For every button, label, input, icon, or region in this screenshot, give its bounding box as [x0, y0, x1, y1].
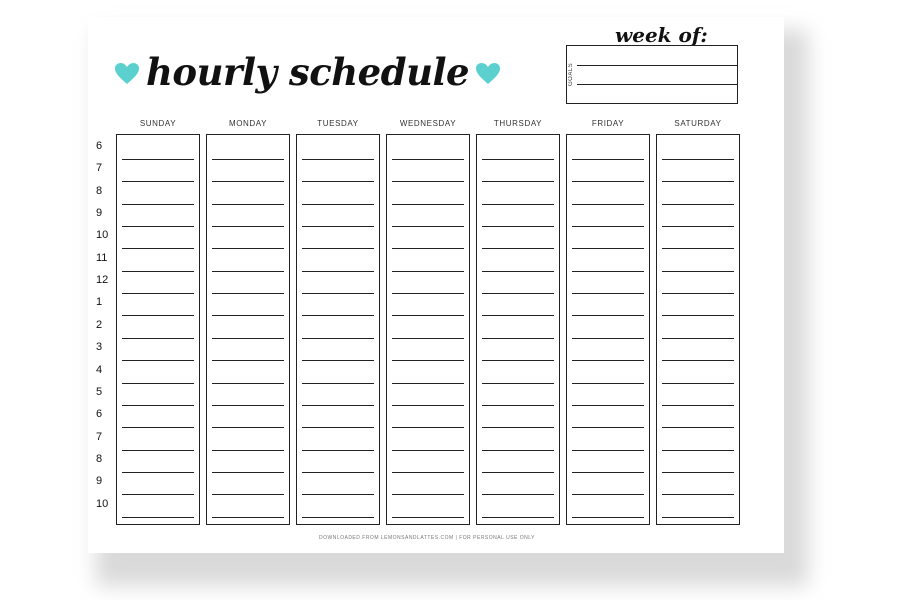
- hour-slot-line[interactable]: [122, 338, 194, 339]
- day-header-sunday: SUNDAY: [139, 119, 177, 128]
- hour-slot-line[interactable]: [122, 204, 194, 205]
- hour-slot-line[interactable]: [482, 315, 554, 316]
- hour-slot-line[interactable]: [122, 315, 194, 316]
- day-header-thursday: THURSDAY: [493, 119, 543, 128]
- hour-label: 6: [96, 140, 103, 152]
- goals-label: GOALS: [568, 62, 574, 86]
- hour-slot-line[interactable]: [662, 248, 734, 249]
- hour-slot-line[interactable]: [572, 159, 644, 160]
- hour-slot-line[interactable]: [662, 226, 734, 227]
- hour-slot-line[interactable]: [392, 271, 464, 272]
- hour-slot-line[interactable]: [122, 450, 194, 451]
- hour-slot-line[interactable]: [212, 472, 284, 473]
- hour-slot-line[interactable]: [572, 450, 644, 451]
- day-header-monday: MONDAY: [228, 119, 268, 128]
- hour-slot-line[interactable]: [392, 472, 464, 473]
- hour-slot-line[interactable]: [302, 360, 374, 361]
- hour-slot-line[interactable]: [122, 405, 194, 406]
- hour-slot-line[interactable]: [302, 450, 374, 451]
- hour-label: 4: [96, 364, 103, 376]
- hour-slot-line[interactable]: [572, 494, 644, 495]
- hour-slot-line[interactable]: [122, 293, 194, 294]
- hour-slot-line[interactable]: [572, 517, 644, 518]
- goals-box[interactable]: [566, 45, 738, 104]
- hour-slot-line[interactable]: [302, 226, 374, 227]
- hour-slot-line[interactable]: [392, 293, 464, 294]
- title-block: [114, 46, 501, 102]
- hour-label: 2: [96, 319, 103, 331]
- hour-slot-line[interactable]: [482, 226, 554, 227]
- hour-slot-line[interactable]: [122, 383, 194, 384]
- hour-slot-line[interactable]: [662, 383, 734, 384]
- hour-slot-line[interactable]: [212, 271, 284, 272]
- hour-label: 6: [96, 408, 103, 420]
- hour-slot-line[interactable]: [482, 338, 554, 339]
- day-header-tuesday: TUESDAY: [317, 119, 359, 128]
- day-column-saturday[interactable]: [656, 134, 740, 525]
- hour-slot-line[interactable]: [572, 226, 644, 227]
- hour-slot-line[interactable]: [482, 472, 554, 473]
- hour-slot-line[interactable]: [122, 517, 194, 518]
- hour-slot-line[interactable]: [662, 472, 734, 473]
- hour-slot-line[interactable]: [122, 181, 194, 182]
- hour-slot-line[interactable]: [662, 338, 734, 339]
- hour-slot-line[interactable]: [212, 338, 284, 339]
- hour-label: 7: [96, 162, 103, 174]
- hour-slot-line[interactable]: [392, 204, 464, 205]
- hour-slot-line[interactable]: [302, 517, 374, 518]
- hour-slot-line[interactable]: [302, 383, 374, 384]
- hour-slot-line[interactable]: [572, 204, 644, 205]
- hour-slot-line[interactable]: [482, 494, 554, 495]
- hour-slot-line[interactable]: [212, 427, 284, 428]
- day-column-wednesday[interactable]: [386, 134, 470, 525]
- hour-slot-line[interactable]: [212, 315, 284, 316]
- hour-slot-line[interactable]: [302, 293, 374, 294]
- week-of-label: week of:: [615, 23, 708, 47]
- hour-slot-line[interactable]: [392, 450, 464, 451]
- hour-slot-line[interactable]: [662, 293, 734, 294]
- hour-slot-line[interactable]: [662, 517, 734, 518]
- hour-label: 10: [96, 498, 109, 510]
- hour-label: 8: [96, 453, 103, 465]
- day-header-saturday: SATURDAY: [674, 119, 722, 128]
- hour-slot-line[interactable]: [572, 181, 644, 182]
- hour-slot-line[interactable]: [572, 472, 644, 473]
- day-header-friday: FRIDAY: [591, 119, 625, 128]
- hour-slot-line[interactable]: [572, 383, 644, 384]
- hour-label: 9: [96, 475, 103, 487]
- hour-slot-line[interactable]: [482, 293, 554, 294]
- hour-slot-line[interactable]: [302, 204, 374, 205]
- hour-slot-line[interactable]: [662, 204, 734, 205]
- hour-slot-line[interactable]: [122, 494, 194, 495]
- hour-slot-line[interactable]: [212, 360, 284, 361]
- day-column-monday[interactable]: [206, 134, 290, 525]
- hour-slot-line[interactable]: [392, 226, 464, 227]
- hour-slot-line[interactable]: [212, 517, 284, 518]
- goals-line[interactable]: [577, 84, 737, 85]
- hour-label: 11: [96, 252, 108, 264]
- hour-slot-line[interactable]: [122, 226, 194, 227]
- hour-slot-line[interactable]: [212, 204, 284, 205]
- hour-slot-line[interactable]: [392, 427, 464, 428]
- hour-slot-line[interactable]: [482, 383, 554, 384]
- hour-slot-line[interactable]: [662, 405, 734, 406]
- hour-label: 9: [96, 207, 103, 219]
- hour-slot-line[interactable]: [212, 159, 284, 160]
- hour-slot-line[interactable]: [662, 271, 734, 272]
- hour-label: 12: [96, 274, 109, 286]
- goals-line[interactable]: [577, 65, 737, 66]
- hour-slot-line[interactable]: [302, 427, 374, 428]
- hour-slot-line[interactable]: [392, 360, 464, 361]
- hour-slot-line[interactable]: [302, 248, 374, 249]
- hour-label: 10: [96, 229, 109, 241]
- hour-slot-line[interactable]: [212, 405, 284, 406]
- hour-slot-line[interactable]: [482, 248, 554, 249]
- hour-slot-line[interactable]: [572, 271, 644, 272]
- hour-slot-line[interactable]: [212, 226, 284, 227]
- hour-slot-line[interactable]: [302, 494, 374, 495]
- hour-slot-line[interactable]: [392, 383, 464, 384]
- hour-slot-line[interactable]: [392, 494, 464, 495]
- hour-slot-line[interactable]: [662, 360, 734, 361]
- hour-slot-line[interactable]: [482, 181, 554, 182]
- hour-slot-line[interactable]: [212, 181, 284, 182]
- hour-slot-line[interactable]: [122, 472, 194, 473]
- hour-slot-line[interactable]: [662, 159, 734, 160]
- hour-slot-line[interactable]: [122, 360, 194, 361]
- hour-slot-line[interactable]: [572, 338, 644, 339]
- hour-slot-line[interactable]: [302, 405, 374, 406]
- hour-slot-line[interactable]: [302, 181, 374, 182]
- hour-slot-line[interactable]: [302, 159, 374, 160]
- hour-slot-line[interactable]: [662, 315, 734, 316]
- heart-left-icon: [114, 62, 140, 86]
- page-title: hourly schedule: [146, 50, 470, 94]
- hour-slot-line[interactable]: [482, 204, 554, 205]
- heart-right-icon: [475, 62, 501, 86]
- day-column-thursday[interactable]: [476, 134, 560, 525]
- day-column-tuesday[interactable]: [296, 134, 380, 525]
- hour-slot-line[interactable]: [662, 427, 734, 428]
- hour-slot-line[interactable]: [392, 405, 464, 406]
- hour-slot-line[interactable]: [572, 405, 644, 406]
- hour-slot-line[interactable]: [392, 248, 464, 249]
- hour-slot-line[interactable]: [212, 383, 284, 384]
- hour-slot-line[interactable]: [212, 494, 284, 495]
- footer-text: DOWNLOADED FROM LEMONSANDLATTES.COM | FOR PERSONAL USE ONLY: [318, 535, 535, 541]
- hour-slot-line[interactable]: [662, 494, 734, 495]
- hour-label: 7: [96, 431, 103, 443]
- hour-slot-line[interactable]: [662, 181, 734, 182]
- hour-slot-line[interactable]: [122, 427, 194, 428]
- hour-slot-line[interactable]: [572, 293, 644, 294]
- hour-slot-line[interactable]: [122, 248, 194, 249]
- hour-slot-line[interactable]: [392, 517, 464, 518]
- hour-slot-line[interactable]: [482, 405, 554, 406]
- hour-slot-line[interactable]: [572, 427, 644, 428]
- hour-label: 5: [96, 386, 103, 398]
- day-column-friday[interactable]: [566, 134, 650, 525]
- hour-slot-line[interactable]: [392, 181, 464, 182]
- hour-label: 8: [96, 185, 103, 197]
- hour-label: 3: [96, 341, 103, 353]
- day-header-wednesday: WEDNESDAY: [399, 119, 457, 128]
- hour-slot-line[interactable]: [212, 248, 284, 249]
- hour-slot-line[interactable]: [572, 248, 644, 249]
- hour-slot-line[interactable]: [482, 450, 554, 451]
- hour-slot-line[interactable]: [572, 360, 644, 361]
- hour-slot-line[interactable]: [392, 159, 464, 160]
- hour-slot-line[interactable]: [302, 338, 374, 339]
- hour-slot-line[interactable]: [212, 293, 284, 294]
- hour-slot-line[interactable]: [122, 271, 194, 272]
- hour-slot-line[interactable]: [482, 159, 554, 160]
- hour-slot-line[interactable]: [302, 472, 374, 473]
- hour-slot-line[interactable]: [302, 315, 374, 316]
- hour-slot-line[interactable]: [302, 271, 374, 272]
- hour-slot-line[interactable]: [392, 315, 464, 316]
- day-column-sunday[interactable]: [116, 134, 200, 525]
- hour-slot-line[interactable]: [482, 427, 554, 428]
- hour-slot-line[interactable]: [572, 315, 644, 316]
- hour-slot-line[interactable]: [122, 159, 194, 160]
- hour-slot-line[interactable]: [482, 271, 554, 272]
- hour-slot-line[interactable]: [392, 338, 464, 339]
- hour-slot-line[interactable]: [482, 360, 554, 361]
- hour-slot-line[interactable]: [212, 450, 284, 451]
- hour-slot-line[interactable]: [662, 450, 734, 451]
- hour-slot-line[interactable]: [482, 517, 554, 518]
- hour-label: 1: [96, 296, 103, 308]
